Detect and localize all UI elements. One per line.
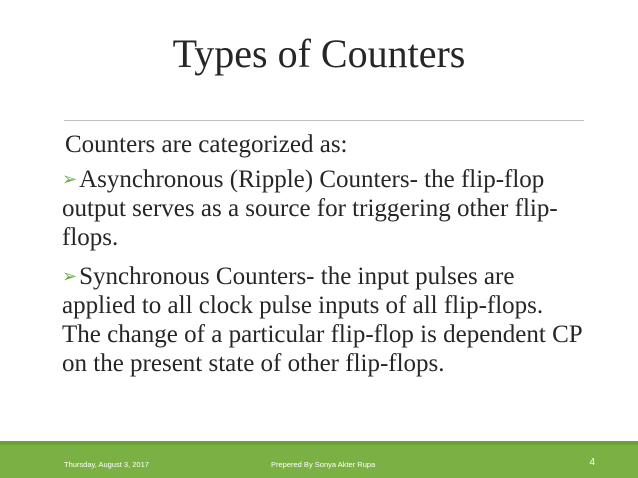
intro-text: Counters are categorized as: <box>65 131 348 158</box>
page-number: 4 <box>589 457 595 468</box>
title-divider <box>64 120 584 121</box>
arrow-bullet-icon: ➢ <box>62 266 78 287</box>
bullet-text: Synchronous Counters- the input pulses are applied to all clock pulse inputs of all flip-flops. The change of a particular flip-flop is dependent CP on the present state of other flip-flops. <box>62 263 582 377</box>
slide-title: Types of Counters <box>172 31 466 76</box>
bullet-item-synchronous <box>62 262 582 378</box>
footer-band-edge <box>0 441 638 445</box>
footer-date: Thursday, August 3, 2017 <box>64 460 149 469</box>
slide-body <box>62 130 582 388</box>
arrow-bullet-icon: ➢ <box>62 169 78 190</box>
bullet-text: Asynchronous (Ripple) Counters- the flip-flop output serves as a source for triggering other flip-flops. <box>62 166 558 251</box>
bullet-item-asynchronous <box>62 165 582 252</box>
footer-author: Prepered By Sonya Akter Rupa <box>271 460 376 469</box>
